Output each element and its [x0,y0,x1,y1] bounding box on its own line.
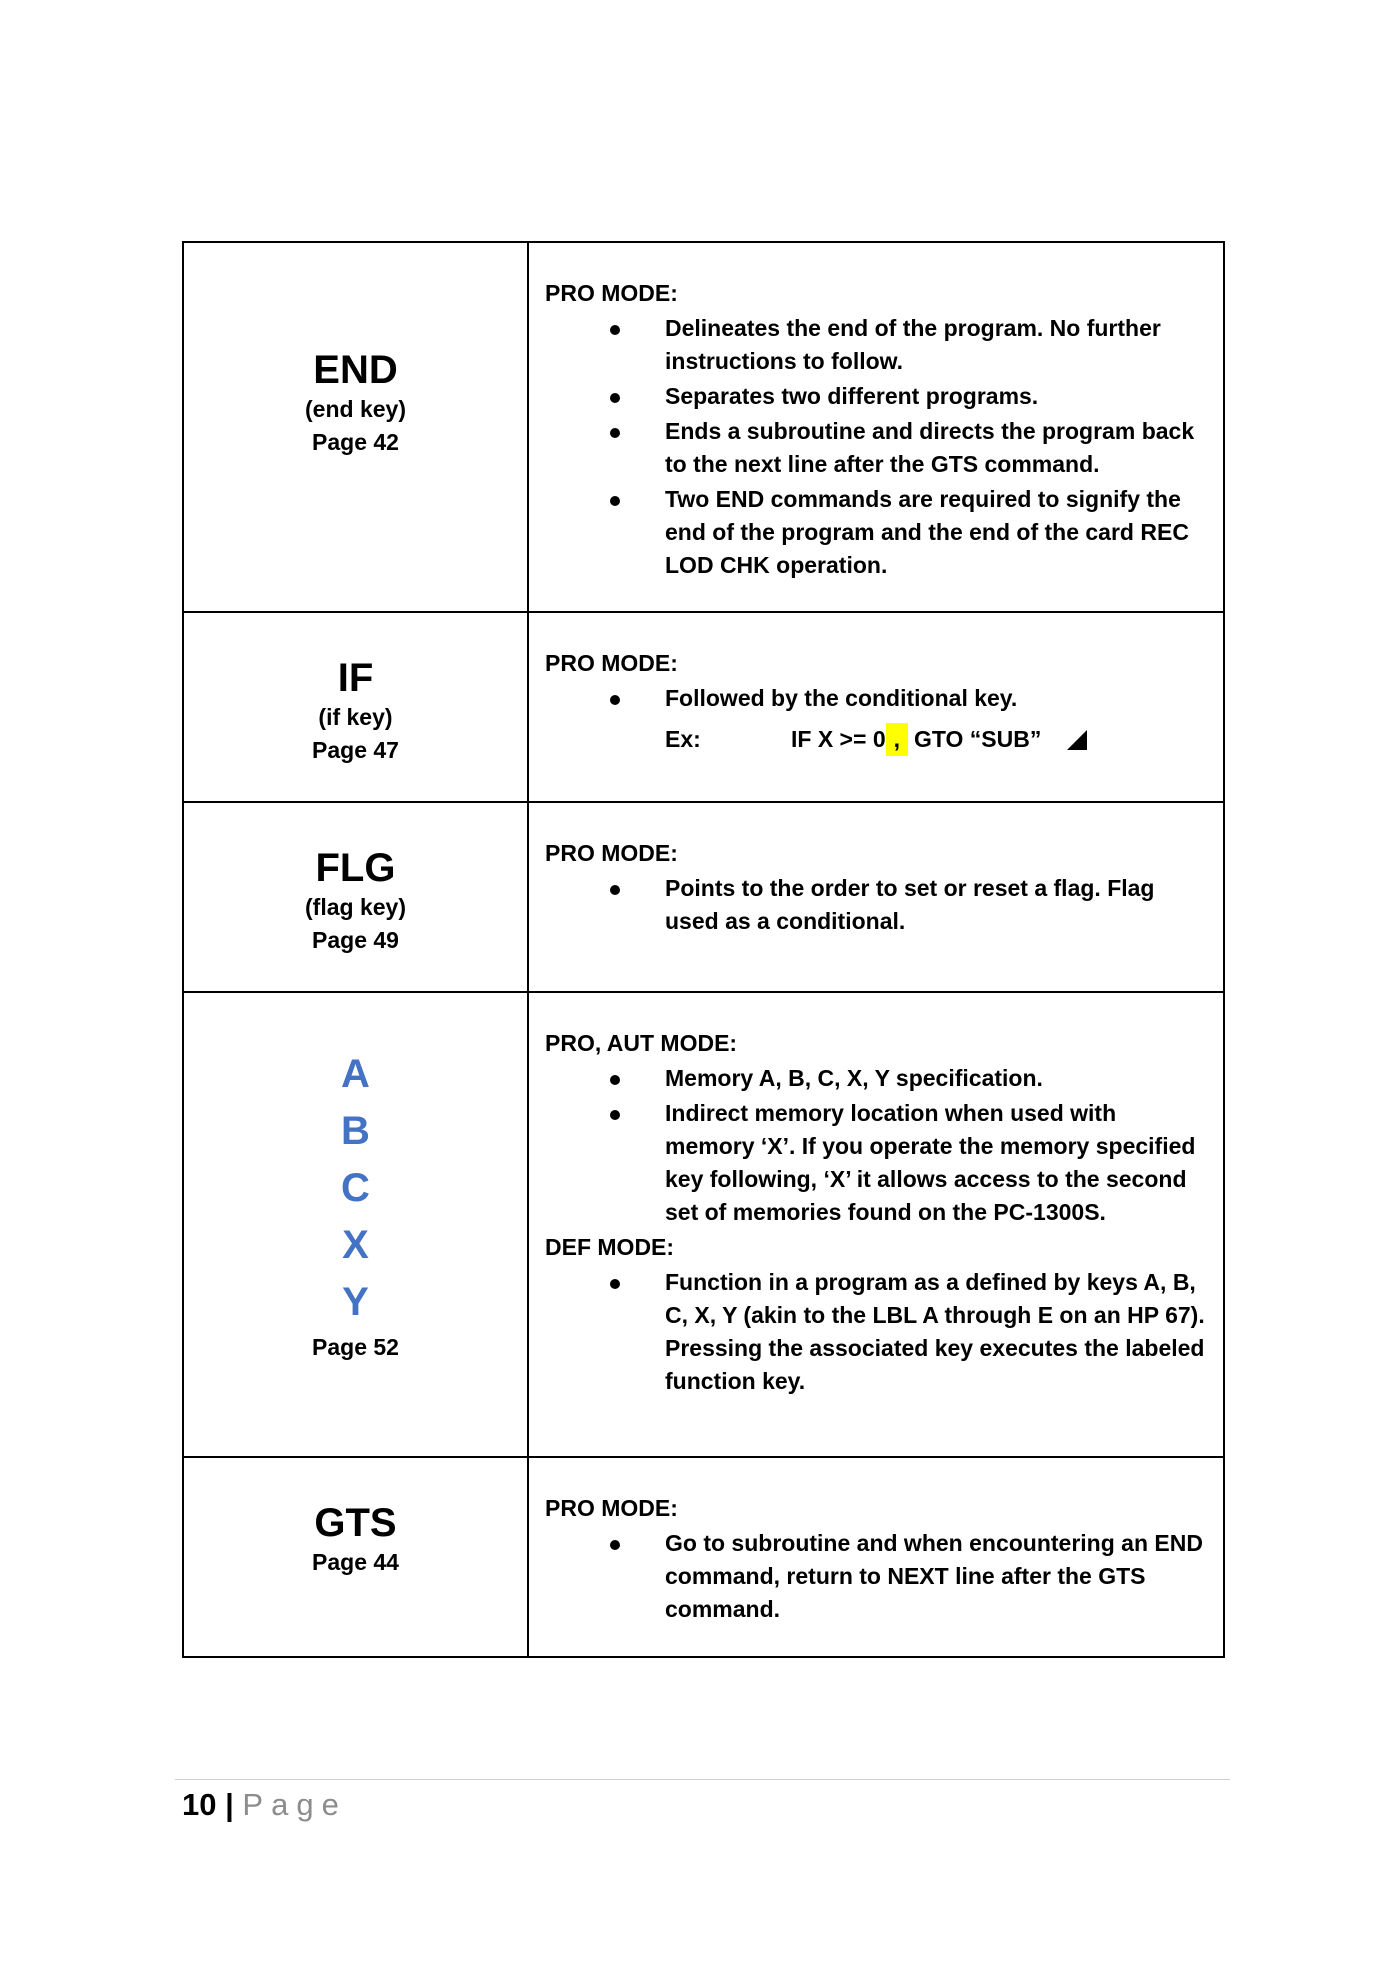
mode-label: PRO MODE: [545,280,678,306]
list-item: Indirect memory location when used with memory ‘X’. If you operate the memory specified key following, ‘X’ it allows access to the second set of memories found on the PC-1300S. [665,1097,1205,1229]
footer-separator: | [225,1787,234,1822]
key-subtitle: (end key) [305,396,406,422]
key-subtitle: (if key) [318,704,393,730]
triangle-marker-icon [1067,730,1087,750]
list-item: Separates two different programs. [665,380,1205,413]
key-letter-a: A [341,1052,370,1096]
key-page-ref: Page 52 [312,1334,399,1360]
key-cell [183,242,528,612]
page-word: Page [242,1787,347,1822]
bullet-list [545,1062,1205,1229]
list-item: Two END commands are required to signify the end of the program and the end of the card REC LOD CHK operation. [665,483,1205,582]
key-subtitle: (flag key) [305,894,406,920]
highlighted-comma: , [886,723,908,756]
example-label: Ex: [665,726,701,752]
key-name: IF [337,656,374,700]
key-letter-c: C [341,1166,370,1210]
list-item: Delineates the end of the program. No further instructions to follow. [665,312,1205,378]
description-cell [528,992,1224,1457]
key-name: END [313,348,398,392]
example-code: IF X >= 0 [791,726,886,752]
key-cell [183,802,528,992]
table-row-memory-keys [183,992,1224,1457]
key-letter-y: Y [342,1280,369,1324]
key-letter-x: X [342,1223,369,1267]
key-name: GTS [314,1501,397,1545]
page-number: 10 [182,1787,217,1822]
bullet-list [545,872,1205,938]
description-cell [528,1457,1224,1657]
list-item: Function in a program as a defined by keys A, B, C, X, Y (akin to the LBL A through E on an HP 67). Pressing the associated key executes the labeled function key. [665,1266,1205,1398]
list-item: Memory A, B, C, X, Y specification. [665,1062,1205,1095]
example-code-goto: GTO “SUB” [914,726,1042,752]
list-item: Go to subroutine and when encountering an END command, return to NEXT line after the GTS command. [665,1527,1205,1626]
key-cell [183,612,528,802]
key-reference-table [182,241,1225,1658]
key-page-ref: Page 49 [312,927,399,953]
key-page-ref: Page 44 [312,1549,399,1575]
bullet-list-def [545,1266,1205,1398]
bullet-list [545,1527,1205,1626]
description-cell [528,802,1224,992]
key-letter-b: B [341,1109,370,1153]
table-row-if [183,612,1224,802]
table-row-gts [183,1457,1224,1657]
mode-label: PRO MODE: [545,650,678,676]
description-cell [528,242,1224,612]
key-name: FLG [315,846,396,890]
example-line [545,723,1205,756]
list-item: Ends a subroutine and directs the program back to the next line after the GTS command. [665,415,1205,481]
footer-divider [175,1779,1230,1780]
table-row-flg [183,802,1224,992]
mode-label-def: DEF MODE: [545,1234,675,1260]
mode-label: PRO MODE: [545,1495,678,1521]
key-page-ref: Page 47 [312,737,399,763]
bullet-list [545,682,1205,715]
key-cell [183,992,528,1457]
mode-label: PRO MODE: [545,840,678,866]
description-cell [528,612,1224,802]
key-page-ref: Page 42 [312,429,399,455]
mode-label: PRO, AUT MODE: [545,1030,738,1056]
list-item: Points to the order to set or reset a flag. Flag used as a conditional. [665,872,1205,938]
page-footer [182,1785,347,1825]
bullet-list [545,312,1205,582]
table-row-end [183,242,1224,612]
key-cell [183,1457,528,1657]
list-item: Followed by the conditional key. [665,682,1205,715]
